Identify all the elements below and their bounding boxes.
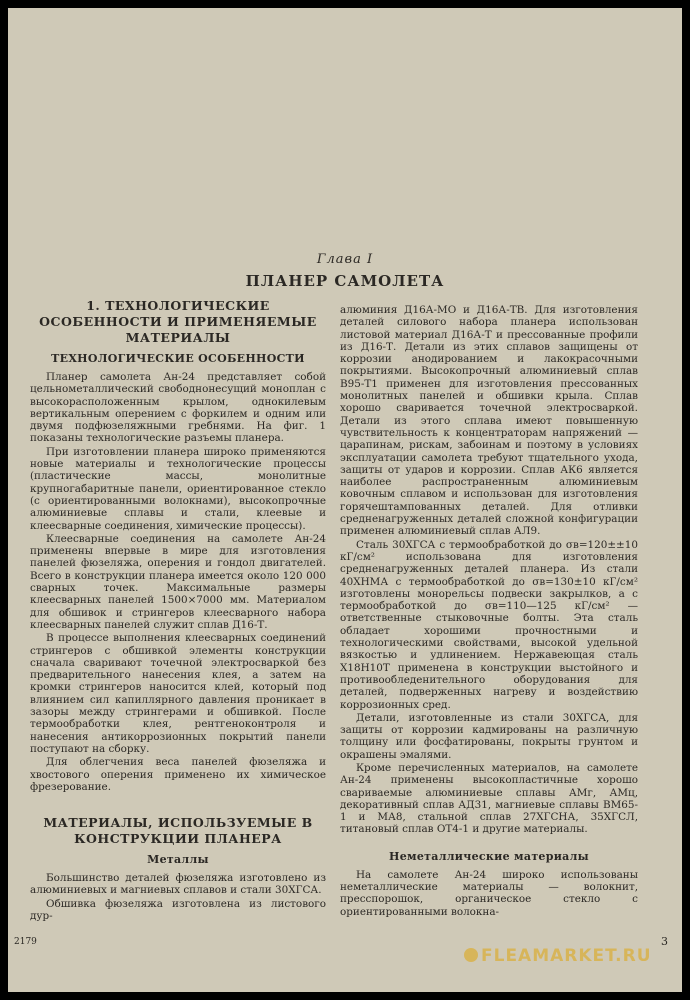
section-title: 1. ТЕХНОЛОГИЧЕСКИЕ ОСОБЕННОСТИ И ПРИМЕНЯЕМЫЕ МАТЕРИАЛЫ [39,298,317,345]
subsection-title: Неметаллические материалы [389,849,589,863]
print-code: 2179 [14,937,37,947]
paragraph: Кроме перечисленных материалов, на самолете Ан-24 применены высокопластичные хорошо свариваемые алюминиевые сплавы АМг, АМц, декоративный сплав АД31, магниевые сплавы ВМ65-1 и МА8, стальной сплав 27ХГСНА, 35ХГСЛ, титановый сплав ОТ4-1 и другие материалы. [340,761,638,836]
book-page [8,8,682,992]
paragraph: Сталь 30ХГСА с термообработкой до σв=120±±10 кГ/см² использована для изготовления средненагруженных деталей планера. Из стали 40ХНМА с термообработкой до σв=130±10 кГ/см² изготовлены монорельсы подвески закрылков, а с термообработкой до σв=110—125 кГ/см² — ответственные стыковочные болты. Эта сталь обладает хорошими прочностными и технологическими свойствами, высокой удельной вязкостью и удлинением. Нержавеющая сталь Х18Н10Т применена в конструкции выстойного и противообледенительного оборудования для деталей, подверженных нагреву и воздействию коррозионных сред. [340,538,638,711]
paragraph: Клеесварные соединения на самолете Ан-24 применены впервые в мире для изготовления панелей фюзеляжа, оперения и гондол двигателей. Всего в конструкции планера имеется около 120 000 сварных точек. Максимальные размеры клеесварных панелей 1500×7000 мм. Материалом для обшивок и стрингеров клеесварного набора клеесварных панелей служит сплав Д16-Т. [30,532,326,631]
paragraph: Большинство деталей фюзеляжа изготовлено из алюминиевых и магниевых сплавов и стали 30ХГСА. [30,872,326,897]
paragraph: Детали, изготовленные из стали 30ХГСА, для защиты от коррозии кадмированы на различную толщину или фосфатированы, покрыты грунтом и окрашены эмалями. [340,711,638,761]
paragraph: В процессе выполнения клеесварных соединений стрингеров с обшивкой элементы конструкции сначала сваривают точечной электросваркой без предварительного нанесения клея, а затем на кромки стрингеров наносится клей, который под влиянием сил капиллярного давления проникает в зазоры между стрингерами и обшивкой. После термообработки клея, рентгеноконтроля и нанесения антикоррозионных покрытий панели поступают на сборку. [30,632,326,755]
page-number: 3 [661,935,668,948]
paragraph: Планер самолета Ан-24 представляет собой цельнометаллический свободнонесущий моноплан с высокорасположенным крылом, однокилевым вертикальным оперением с форкилем и одним или двумя подфюзеляжными гребнями. На фиг. 1 показаны технологические разъемы планера. [30,371,326,445]
left-column [30,296,326,923]
chapter-label: Глава I [316,252,374,267]
paragraph: алюминия Д16А-МО и Д16А-ТВ. Для изготовления деталей силового набора планера использован листовой материал Д16А-Т и прессованные профили из Д16-Т. Детали из этих сплавов защищены от коррозии анодированием и лакокрасочными покрытиями. Высокопрочный алюминиевый сплав В95-Т1 применен для изготовления прессованных монолитных панелей и обшивки крыла. Сплав хорошо сваривается точечной электросваркой. Детали из этого сплава имеют повышенную чувствительность к концентраторам напряжений — царапинам, рискам, забоинам и поэтому в условиях эксплуатации самолета требуют тщательного ухода, защиты от ударов и коррозии. Сплав АК6 является наиболее распространенным алюминиевым ковочным сплавом и использован для изготовления горячештампованных деталей. Для отливки средненагруженных деталей сложной конфигурации применен алюминиевый сплав АЛ9. [340,304,638,538]
watermark-text: FLEAMARKET.RU [481,946,652,966]
section-title: МАТЕРИАЛЫ, ИСПОЛЬЗУЕМЫЕ В КОНСТРУКЦИИ ПЛАНЕРА [43,815,313,847]
paragraph: Для облегчения веса панелей фюзеляжа и хвостового оперения применено их химическое фрезерование. [30,756,326,793]
paragraph: На самолете Ан-24 широко использованы неметаллические материалы — волокнит, пресспорошок, органическое стекло с ориентированными волокна- [340,868,638,918]
right-column [340,304,638,919]
paragraph: Обшивка фюзеляжа изготовлена из листового дур- [30,897,326,922]
watermark-logo [464,946,652,966]
subsection-title: ТЕХНОЛОГИЧЕСКИЕ ОСОБЕННОСТИ [51,352,305,365]
watermark-dot-icon [464,948,478,962]
paragraph: При изготовлении планера широко применяются новые материалы и технологические процессы (пластические массы, монолитные крупногабаритные панели, ориентированное стекло (с ориентированными волокнами), высокопрочные алюминиевые сплавы и стали, клеевые и клеесварные соединения, химические процессы). [30,445,326,532]
chapter-title: ПЛАНЕР САМОЛЕТА [245,272,445,290]
subsection-title: Металлы [147,853,209,867]
